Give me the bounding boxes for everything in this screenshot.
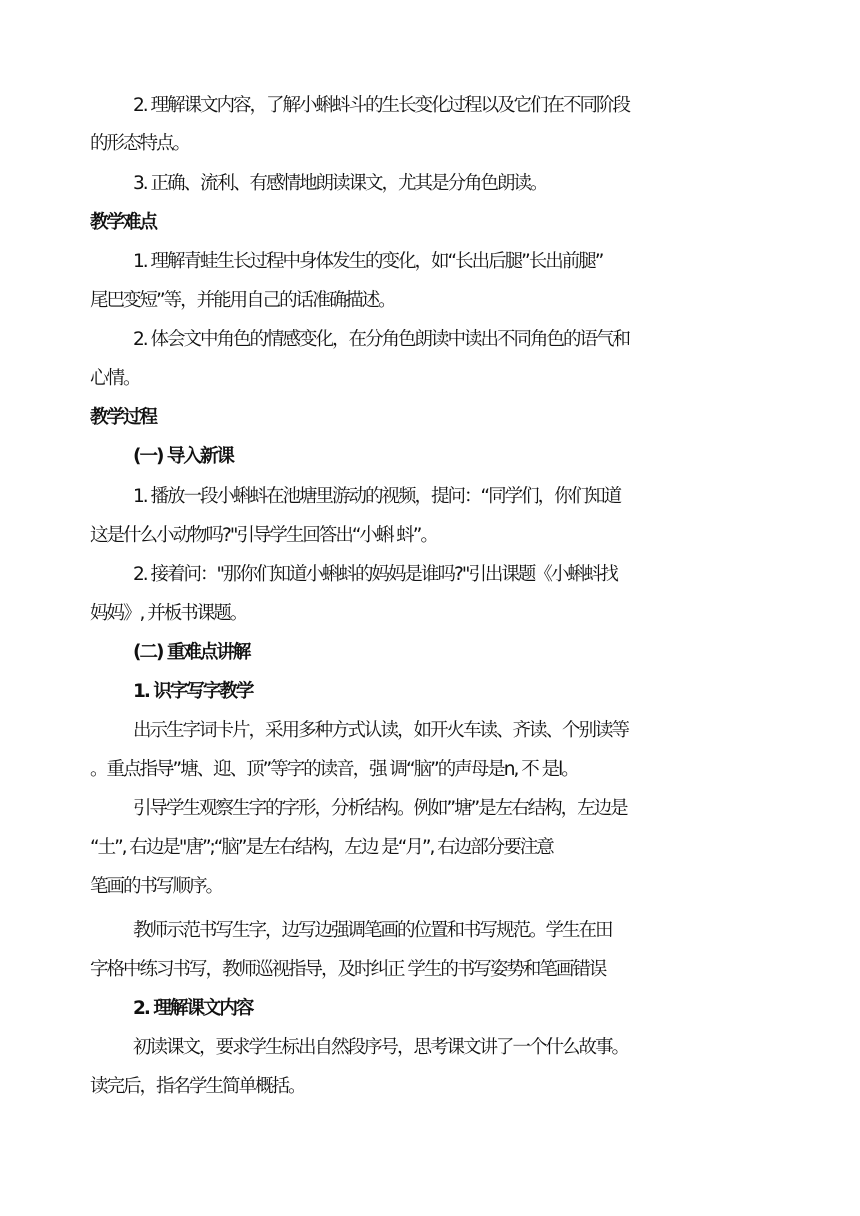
text-line: 引导学生观察生字的字形，分析结构。例如”塘”是左右结构，左边是 xyxy=(133,798,627,819)
text-line: 教师示范书写生字，边写边强调笔画的位置和书写规范。学生在田 xyxy=(133,920,612,941)
text-line: 这是什么小动物吗?"引导学生回答出“小蝌 蚪”。 xyxy=(90,525,437,546)
text-line: 出示生字词卡片，采用多种方式认读，如开火车读、齐读、个别读等 xyxy=(133,720,629,741)
section-heading: 教学过程 xyxy=(90,407,157,428)
subsection-heading: 1. 识字写字教学 xyxy=(133,681,253,702)
text-line: 初读课文，要求学生标出自然段序号，思考课文讲了一个什么故事。 xyxy=(133,1037,629,1058)
text-line: 。重点指导”塘、迎、顶”等字的读音，强 调“脑”的声母是n, 不 是l。 xyxy=(90,759,578,780)
text-line: 字格中练习书写，教师巡视指导，及时纠正 学生的书写姿势和笔画错误 xyxy=(90,959,606,980)
text-line: 2. 体会文中角色的情感变化，在分角色朗读中读出不同角色的语气和 xyxy=(133,329,630,350)
text-line: 1. 播放一段小蝌蚪在池塘里游动的视频，提问：“同学们，你们知道 xyxy=(133,486,621,507)
section-heading: 教学难点 xyxy=(90,212,157,233)
text-line: 尾巴变短”等，并能用自己的话准确描述。 xyxy=(90,290,395,311)
text-line: 妈妈》, 并板书课题。 xyxy=(90,603,247,624)
subsection-heading: (一) 导入新课 xyxy=(133,446,233,467)
text-line: 心情。 xyxy=(90,368,140,389)
subsection-heading: 2. 理解课文内容 xyxy=(133,998,253,1019)
subsection-heading: (二) 重难点讲解 xyxy=(133,642,250,663)
text-line: 2. 理解课文内容，了解小蝌蚪斗的生长变化过程以及它们在不同阶段 xyxy=(133,95,630,116)
text-line: 的形态特点。 xyxy=(90,133,190,154)
text-line: 1. 理解青蛙生长过程中身体发生的变化，如“长出后腿”长出前腿” xyxy=(133,251,603,272)
text-line: “土”, 右边是"唐”;“脑”是左右结构，左边 是“月”, 右边部分要注意 xyxy=(90,837,553,858)
text-line: 笔画的书写顺序。 xyxy=(90,876,223,897)
text-line: 读完后，指名学生简单概括。 xyxy=(90,1076,305,1097)
text-line: 3. 正确、流利、有感情地朗读课文，尤其是分角色朗读。 xyxy=(133,173,547,194)
text-line: 2. 接着问："那你们知道小蝌蚪的妈妈是谁吗?"引出课题《小蝌蚪找 xyxy=(133,564,617,585)
